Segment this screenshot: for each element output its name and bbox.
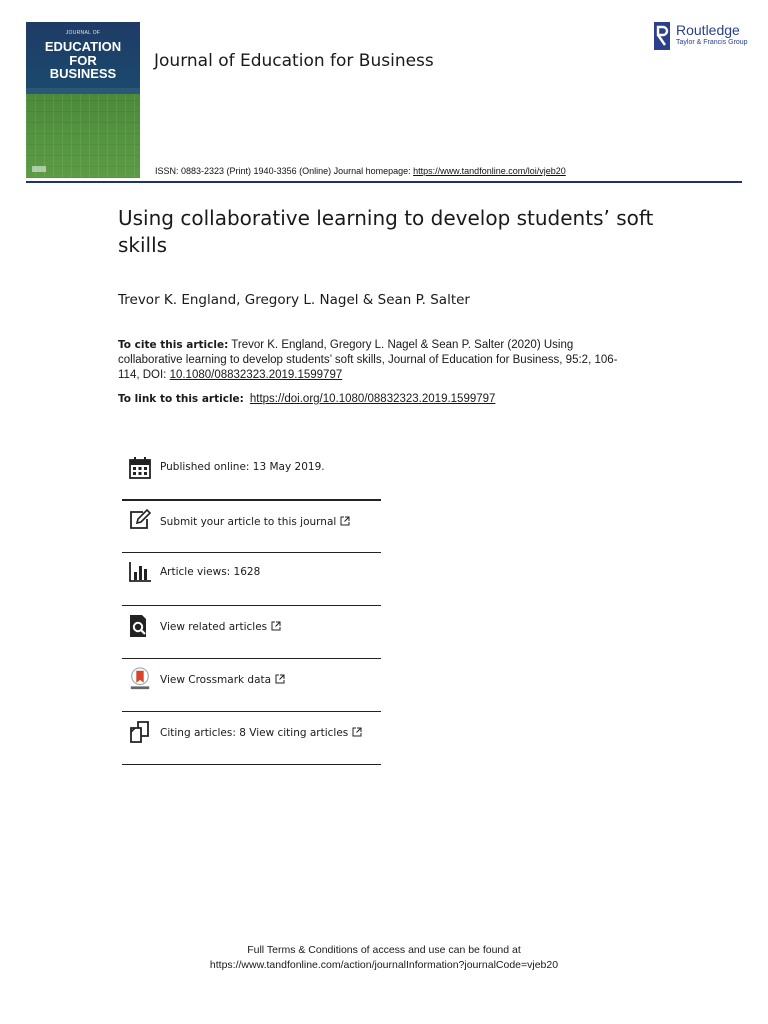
info-divider (122, 764, 381, 765)
related-articles-label: View related articles (160, 621, 268, 633)
crossmark-label: View Crossmark data (160, 674, 272, 686)
journal-cover-image (26, 22, 140, 178)
external-link-icon (352, 727, 362, 737)
cover-small-text: JOURNAL OF (65, 30, 101, 36)
crossmark-row[interactable] (122, 659, 381, 711)
article-doi-link[interactable]: https://doi.org/10.1080/08832323.2019.1599797 (249, 393, 496, 405)
external-link-icon (340, 516, 350, 526)
link-label: To link to this article: (118, 393, 244, 405)
publisher-logo (654, 22, 750, 52)
published-online-text: Published online: 13 May 2019. (160, 461, 325, 473)
related-articles-row[interactable] (122, 606, 381, 658)
cover-line-2: FOR (69, 53, 97, 68)
calendar-icon (128, 456, 152, 480)
article-link-block (118, 393, 495, 405)
citing-articles-label: Citing articles: 8 View citing articles (160, 727, 349, 739)
submit-article-row[interactable] (122, 501, 381, 553)
cover-line-1: EDUCATION (44, 39, 122, 54)
article-authors: Trevor K. England, Gregory L. Nagel & Sean P. Salter (118, 292, 470, 308)
submit-article-link[interactable] (160, 516, 350, 528)
article-title: Using collaborative learning to develop students’ soft skills (118, 206, 654, 257)
published-online-row (122, 448, 381, 500)
citation-block (118, 338, 638, 383)
journal-title: Journal of Education for Business (154, 51, 434, 71)
issn-text: ISSN: 0883-2323 (Print) 1940-3356 (Online) Journal homepage: (155, 166, 414, 176)
cite-label: To cite this article: (118, 339, 229, 351)
submit-article-label: Submit your article to this journal (160, 516, 337, 528)
journal-homepage-link[interactable]: https://www.tandfonline.com/loi/vjeb20 (413, 166, 566, 176)
cite-text: Trevor K. England, Gregory L. Nagel & Sean P. Salter (2020) Using collaborative learning to develop students’ soft skills, Journal of Education for Business, 95:2, 106-114, DOI: (118, 339, 618, 381)
search-document-icon (128, 614, 152, 638)
bar-chart-icon (128, 560, 152, 584)
citing-articles-link[interactable] (160, 727, 362, 739)
related-articles-link[interactable] (160, 621, 281, 633)
article-views-row (122, 553, 381, 605)
cover-line-3: BUSINESS (49, 66, 117, 81)
crossmark-icon (128, 667, 152, 691)
citing-documents-icon (128, 720, 152, 744)
cite-doi-link[interactable]: 10.1080/08832323.2019.1599797 (169, 369, 343, 381)
edit-icon (128, 508, 152, 532)
header-divider (26, 181, 742, 183)
external-link-icon (275, 674, 285, 684)
footer-terms-link[interactable]: https://www.tandfonline.com/action/journalInformation?journalCode=vjeb20 (209, 959, 559, 971)
external-link-icon (271, 621, 281, 631)
footer-line-1: Full Terms & Conditions of access and use can be found at (247, 944, 521, 956)
publisher-name: Routledge (676, 22, 740, 38)
article-views-text: Article views: 1628 (160, 566, 261, 578)
cover-publisher-logo (32, 166, 46, 172)
footer-terms (0, 943, 768, 973)
publisher-tagline: Taylor & Francis Group (676, 39, 748, 46)
routledge-r-icon (654, 22, 670, 50)
crossmark-link[interactable] (160, 674, 285, 686)
issn-line (155, 166, 566, 176)
citing-articles-row[interactable] (122, 712, 381, 764)
